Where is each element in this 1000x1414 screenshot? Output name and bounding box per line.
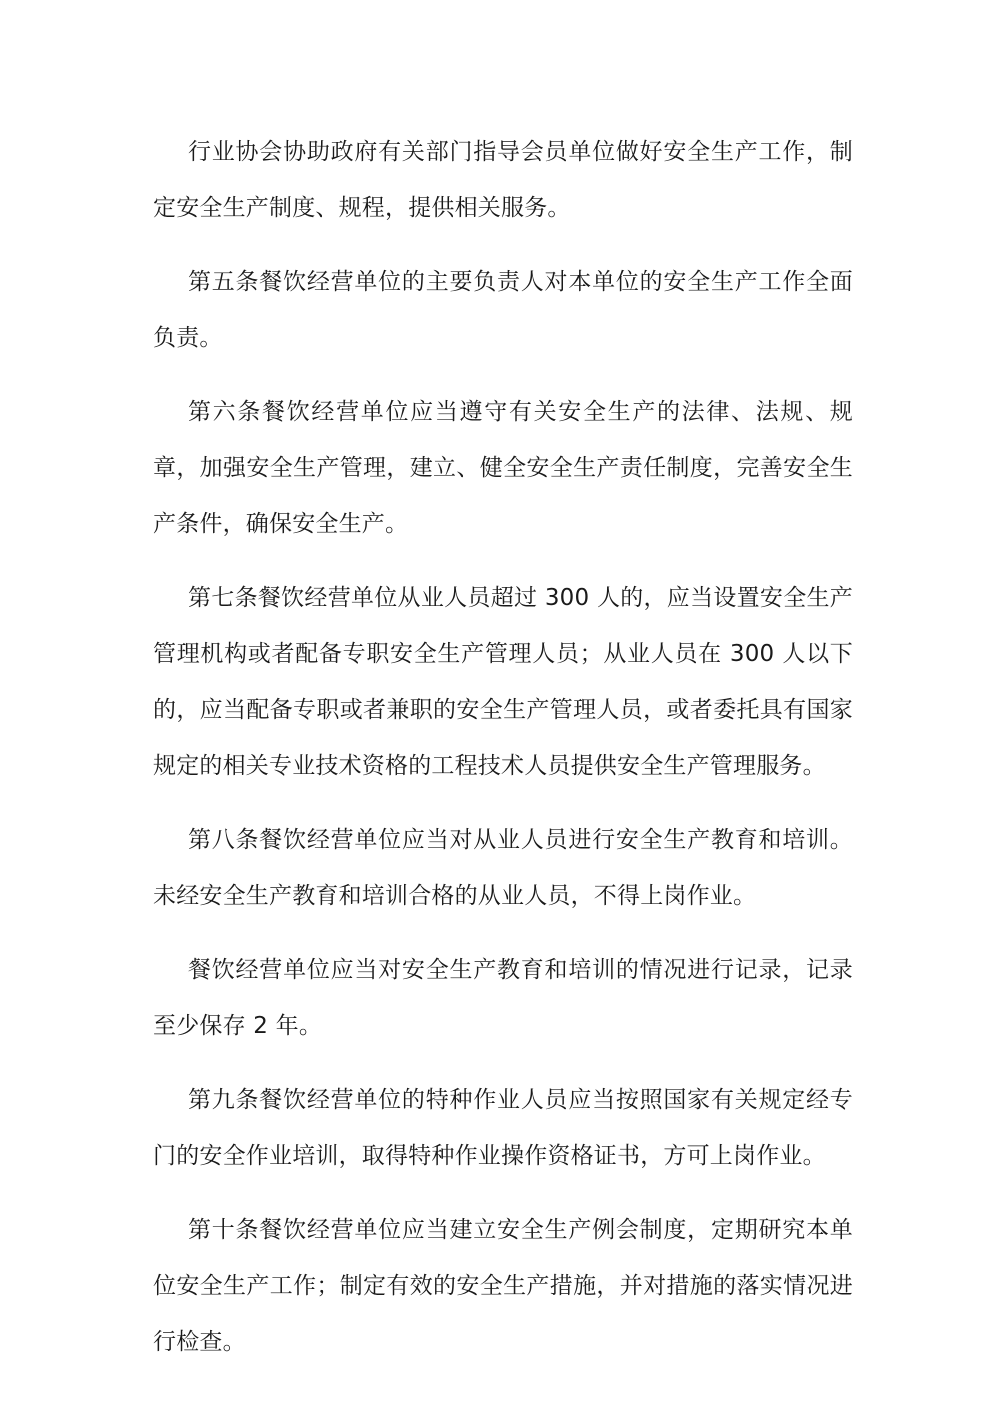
paragraph-article-9: 第九条餐饮经营单位的特种作业人员应当按照国家有关规定经专门的安全作业培训，取得特种作业操作资格证书，方可上岗作业。	[153, 1087, 853, 1169]
paragraph-training-records: 餐饮经营单位应当对安全生产教育和培训的情况进行记录，记录至少保存 2 年。	[153, 957, 853, 1039]
paragraph-association-duties: 行业协会协助政府有关部门指导会员单位做好安全生产工作，制定安全生产制度、规程，提供相关服务。	[153, 139, 853, 221]
paragraph-article-5: 第五条餐饮经营单位的主要负责人对本单位的安全生产工作全面负责。	[153, 269, 853, 351]
paragraph-article-8: 第八条餐饮经营单位应当对从业人员进行安全生产教育和培训。未经安全生产教育和培训合格的从业人员，不得上岗作业。	[153, 827, 853, 909]
document-body	[153, 124, 853, 1388]
paragraph-article-10: 第十条餐饮经营单位应当建立安全生产例会制度，定期研究本单位安全生产工作；制定有效的安全生产措施，并对措施的落实情况进行检查。	[153, 1217, 853, 1355]
paragraph-article-6: 第六条餐饮经营单位应当遵守有关安全生产的法律、法规、规章，加强安全生产管理，建立、健全安全生产责任制度，完善安全生产条件，确保安全生产。	[153, 399, 853, 537]
paragraph-article-7: 第七条餐饮经营单位从业人员超过 300 人的，应当设置安全生产管理机构或者配备专职安全生产管理人员；从业人员在 300 人以下的，应当配备专职或者兼职的安全生产管理人员，或者委托具有国家规定的相关专业技术资格的工程技术人员提供安全生产管理服务。	[153, 585, 853, 779]
